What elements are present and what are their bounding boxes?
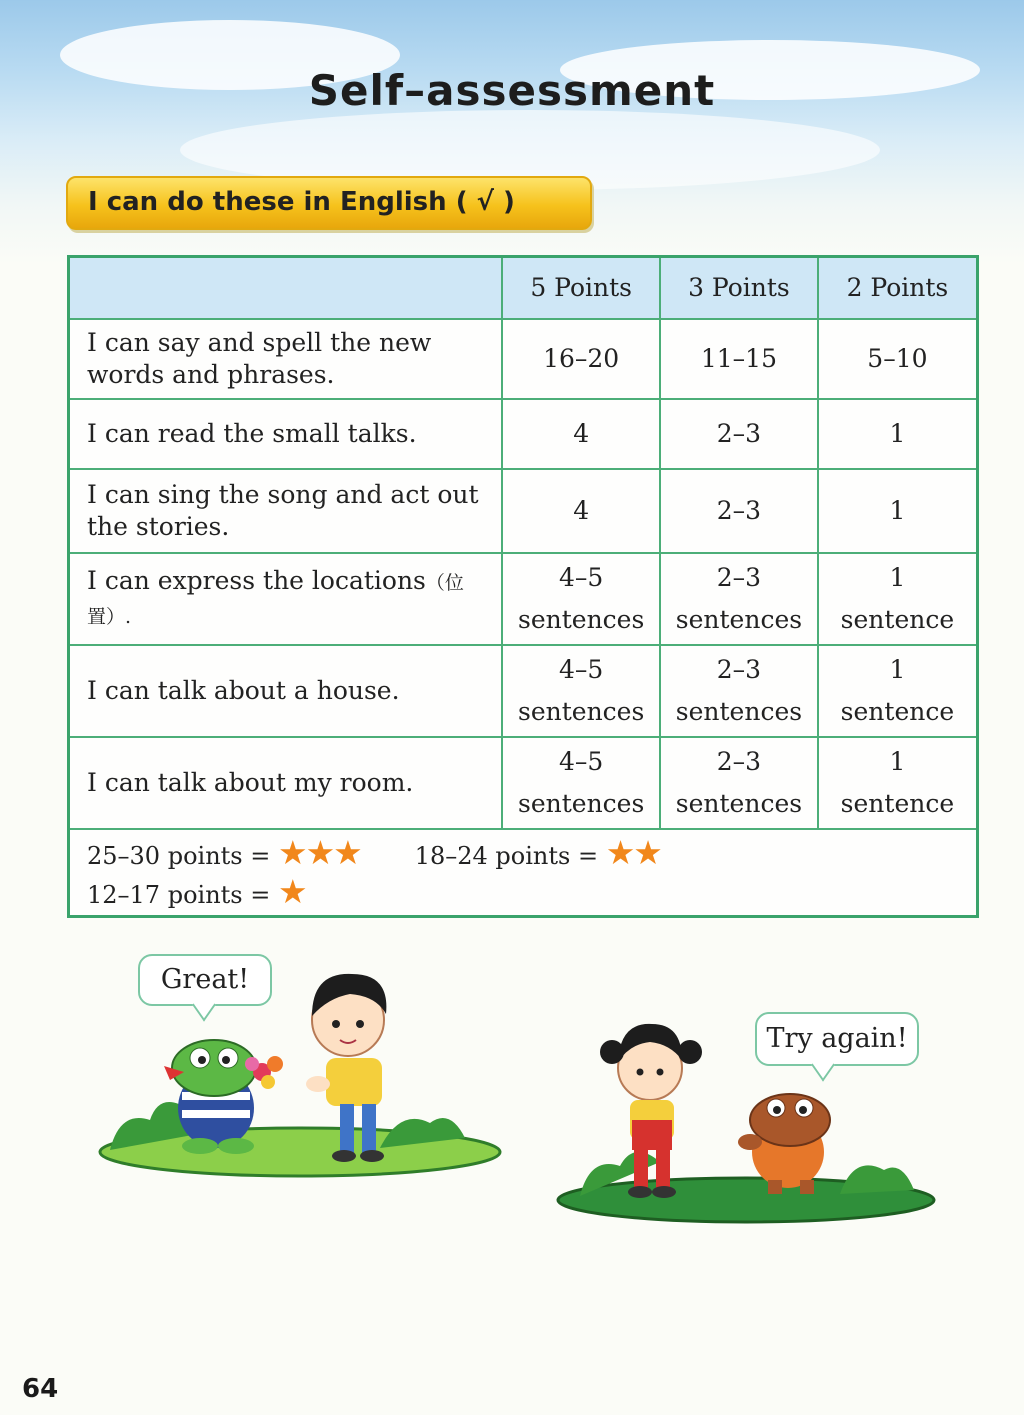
points-unit: sentences (675, 788, 803, 818)
scoring-range: 18–24 points = (414, 842, 599, 871)
table-header-cell: 2 Points (818, 257, 978, 319)
scoring-range: 12–17 points = (87, 881, 271, 910)
skill-cell: I can talk about a house. (69, 645, 503, 737)
two-points-cell: 5–10 (818, 319, 978, 399)
skill-cell: I can read the small talks. (69, 399, 503, 469)
points-value: 2–3 (716, 562, 762, 592)
points-value: 1 (889, 562, 906, 592)
two-points-cell: 1 (818, 399, 978, 469)
five-points-cell: 4 (502, 469, 660, 553)
points-unit: sentence (840, 604, 955, 634)
star-icon: ★★ (605, 833, 661, 873)
points-value: 4–5 (559, 562, 604, 592)
speech-bubble-try-again (755, 1012, 919, 1066)
five-points-cell: 4 (502, 399, 660, 469)
table-header-cell: 5 Points (502, 257, 660, 319)
skill-cell: I can say and spell the new words and phrases. (69, 319, 503, 399)
page-title: Self–assessment (308, 66, 716, 115)
three-points-cell: 2–3 (660, 399, 818, 469)
points-unit: sentence (840, 788, 955, 818)
section-banner-text: I can do these in English ( √ ) (88, 187, 515, 217)
points-value: 2–3 (716, 654, 762, 684)
points-unit: sentences (675, 604, 803, 634)
page-number: 64 (22, 1374, 59, 1404)
points-unit: sentence (840, 696, 955, 726)
scoring-range: 25–30 points = (87, 842, 271, 871)
table-header-cell: 3 Points (660, 257, 818, 319)
star-icon: ★ (278, 872, 306, 912)
speech-bubble-great (138, 954, 272, 1006)
grass-right-icon (558, 1152, 934, 1222)
points-value: 1 (889, 746, 906, 776)
star-icon: ★★★ (278, 833, 361, 873)
points-value: 4–5 (559, 654, 604, 684)
points-unit: sentences (518, 788, 645, 818)
skill-cell: I can sing the song and act out the stories. (69, 469, 503, 553)
five-points-cell: 16–20 (502, 319, 660, 399)
points-unit: sentences (518, 604, 645, 634)
points-value: 4–5 (559, 746, 604, 776)
speech-text: Try again! (766, 1023, 908, 1054)
points-value: 2–3 (716, 746, 762, 776)
skill-cell: I can talk about my room. (69, 737, 503, 829)
points-unit: sentences (675, 696, 803, 726)
points-value: 1 (889, 654, 906, 684)
grass-left-icon (100, 1102, 500, 1176)
skill-note: （位置）. (87, 571, 464, 628)
skill-text: I can express the locations (87, 565, 426, 595)
two-points-cell: 1 (818, 469, 978, 553)
three-points-cell: 11–15 (660, 319, 818, 399)
speech-text: Great! (160, 964, 250, 995)
points-unit: sentences (518, 696, 645, 726)
three-points-cell: 2–3 (660, 469, 818, 553)
